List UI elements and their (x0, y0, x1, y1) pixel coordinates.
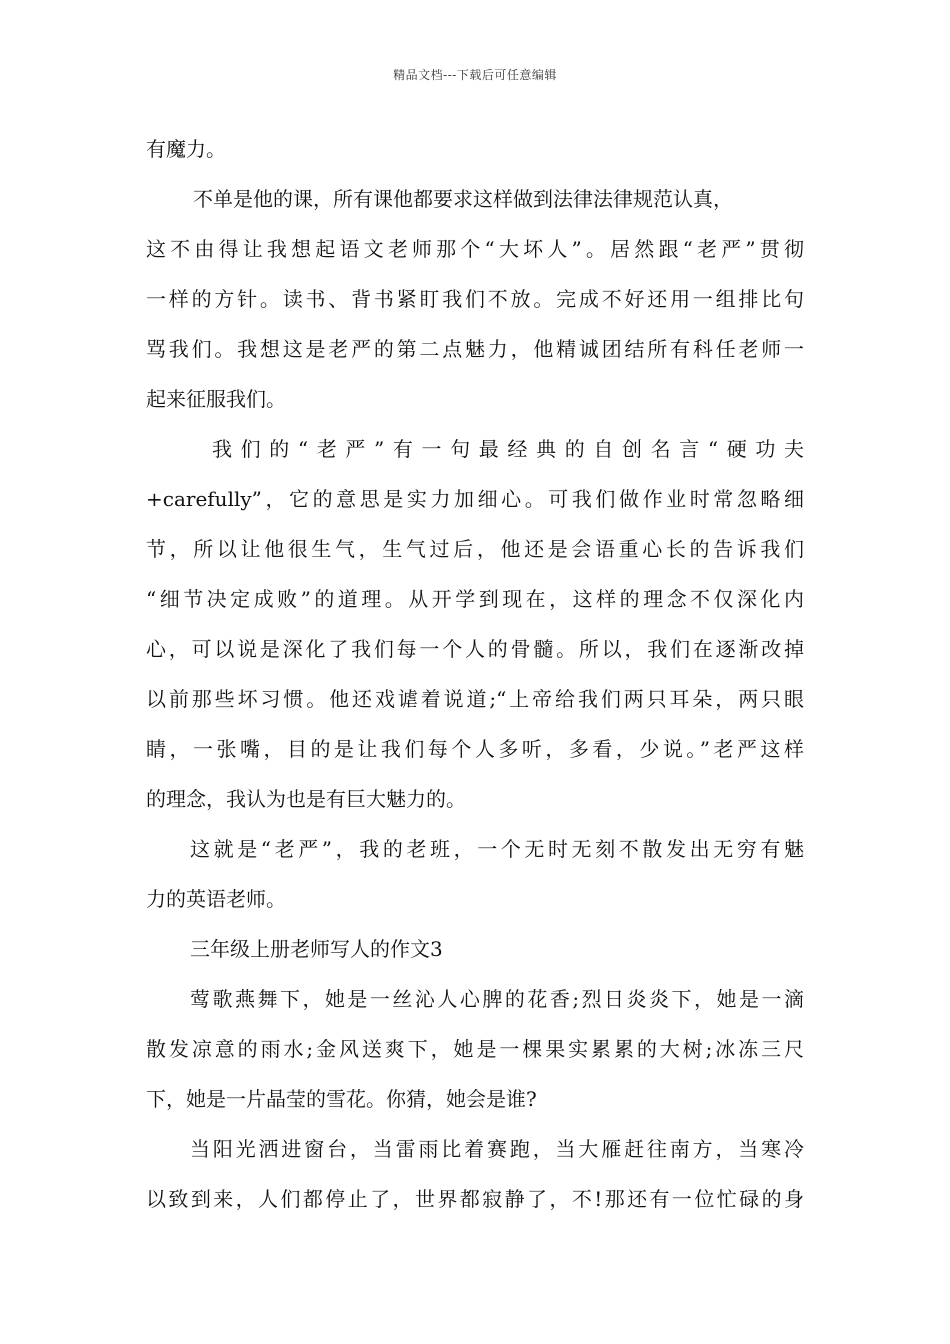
text-line: 节，所以让他很生气，生气过后，他还是会语重心长的告诉我们 (146, 537, 804, 561)
text-line: 这就是“老严”，我的老班，一个无时无刻不散发出无穷有魅 (190, 837, 804, 861)
text-line: 骂我们。我想这是老严的第二点魅力，他精诚团结所有科任老师一 (146, 337, 804, 361)
text-line: +carefully”，它的意思是实力加细心。可我们做作业时常忽略细 (146, 487, 804, 511)
text-line: 莺歌燕舞下，她是一丝沁人心脾的花香;烈日炎炎下，她是一滴 (190, 987, 804, 1011)
page-header: 精品文档---下载后可任意编辑 (393, 68, 557, 82)
text-line: 有魔力。 (146, 137, 226, 161)
text-line: 散发凉意的雨水;金风送爽下，她是一棵果实累累的大树;冰冻三尺 (146, 1037, 804, 1061)
text-line: “细节决定成败”的道理。从开学到现在，这样的理念不仅深化内 (146, 587, 804, 611)
text-line: 这不由得让我想起语文老师那个“大坏人”。居然跟“老严”贯彻 (146, 237, 804, 261)
text-line: 的理念，我认为也是有巨大魅力的。 (146, 787, 466, 811)
text-line: 一样的方针。读书、背书紧盯我们不放。完成不好还用一组排比句 (146, 287, 804, 311)
text-line: 当阳光洒进窗台，当雷雨比着赛跑，当大雁赶往南方，当寒冷 (190, 1137, 804, 1161)
text-line: 以致到来，人们都停止了，世界都寂静了，不!那还有一位忙碌的身 (146, 1187, 804, 1211)
text-line: 下，她是一片晶莹的雪花。你猜，她会是谁? (146, 1087, 537, 1111)
text-line: 不单是他的课，所有课他都要求这样做到法律法律规范认真， (193, 187, 733, 211)
text-line: 以前那些坏习惯。他还戏谑着说道;“上帝给我们两只耳朵，两只眼 (146, 687, 804, 711)
text-line: 睛，一张嘴，目的是让我们每个人多听，多看，少说。”老严这样 (146, 737, 804, 761)
text-line: 力的英语老师。 (146, 887, 286, 911)
text-line: 起来征服我们。 (146, 387, 286, 411)
text-line: 我们的“老严”有一句最经典的自创名言“硬功夫 (212, 437, 804, 461)
section-heading: 三年级上册老师写人的作文3 (190, 937, 443, 961)
text-line: 心，可以说是深化了我们每一个人的骨髓。所以，我们在逐渐改掉 (146, 637, 804, 661)
